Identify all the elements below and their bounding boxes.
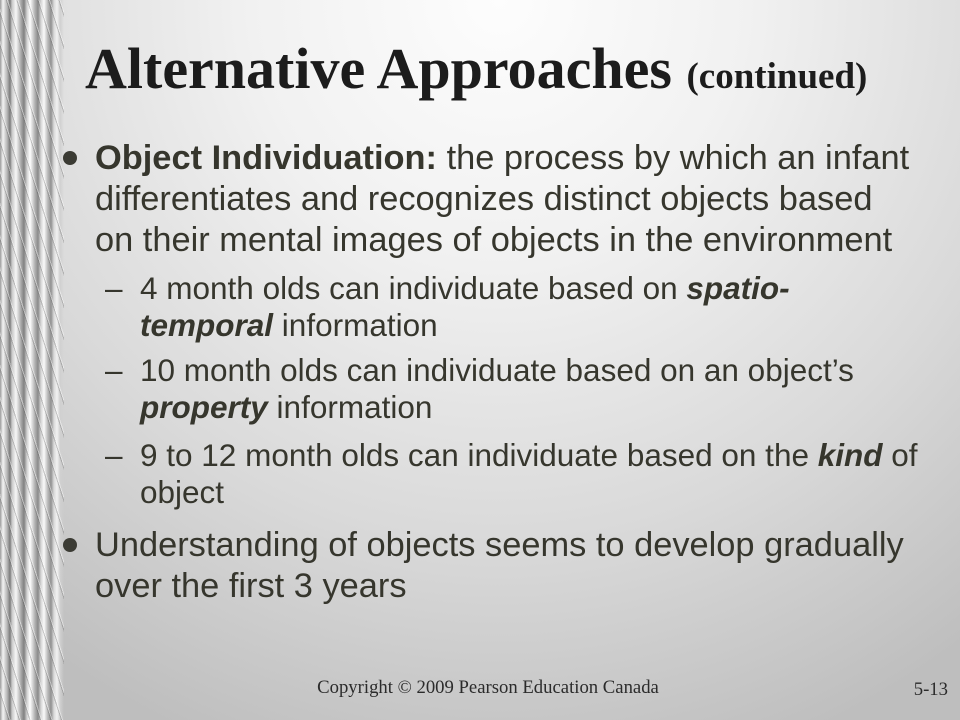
bullet-term: Object Individuation: [95, 139, 437, 177]
emphasis-text: spatio- [686, 270, 790, 306]
sub-bullet-dash: – [105, 352, 123, 388]
sub-bullet-text [140, 270, 790, 344]
slide-number: 5-13 [913, 679, 948, 700]
sub-bullet-plain-text: 9 to 12 month olds can individuate based on the [140, 437, 809, 473]
sub-bullet-line [140, 437, 918, 474]
sub-bullet-plain-text: 10 month olds can individuate based on an object’s [140, 352, 854, 388]
sub-bullet-item [105, 352, 854, 426]
decorative-side-bars [0, 0, 64, 720]
bullet-text: the process by which an infant [446, 139, 910, 177]
bullet-item-object-individuation [95, 138, 909, 261]
sub-bullet-item [105, 437, 918, 511]
sub-bullet-plain-text: 4 month olds can individuate based on [140, 270, 678, 306]
sub-bullet-plain-text: of [891, 437, 918, 473]
sub-bullet-text [140, 437, 918, 511]
sub-bullet-line [140, 352, 854, 389]
title-main: Alternative Approaches [85, 36, 672, 101]
bullet-item-understanding-objects [95, 525, 904, 607]
emphasis-text: property [140, 389, 268, 425]
sub-bullet-dash: – [105, 270, 123, 306]
bullet-circle-icon [63, 151, 77, 165]
bullet-line: over the first 3 years [95, 567, 407, 605]
bullet-line: Understanding of objects seems to develop gradually [95, 526, 904, 564]
sub-bullet-item [105, 270, 790, 344]
slide-title [85, 36, 868, 106]
sub-bullet-line [140, 389, 854, 426]
title-suffix: (continued) [686, 56, 868, 97]
bullet-circle-icon [63, 538, 77, 552]
sub-bullet-dash: – [105, 437, 123, 473]
sub-bullet-plain-text: information [281, 307, 438, 343]
bullet-line: on their mental images of objects in the environment [95, 221, 893, 259]
sub-bullet-line [140, 307, 790, 344]
footer-copyright: Copyright © 2009 Pearson Education Canada [317, 677, 659, 698]
sub-bullet-plain-text: object [140, 474, 225, 510]
sub-bullet-text [140, 352, 854, 426]
bullet-line: differentiates and recognizes distinct objects based [95, 180, 873, 218]
sub-bullet-line [140, 474, 918, 511]
bullet-line [95, 138, 909, 179]
sub-bullet-plain-text: information [276, 389, 433, 425]
emphasis-text: kind [817, 437, 883, 473]
emphasis-text: temporal [140, 307, 274, 343]
sub-bullet-line [140, 270, 790, 307]
